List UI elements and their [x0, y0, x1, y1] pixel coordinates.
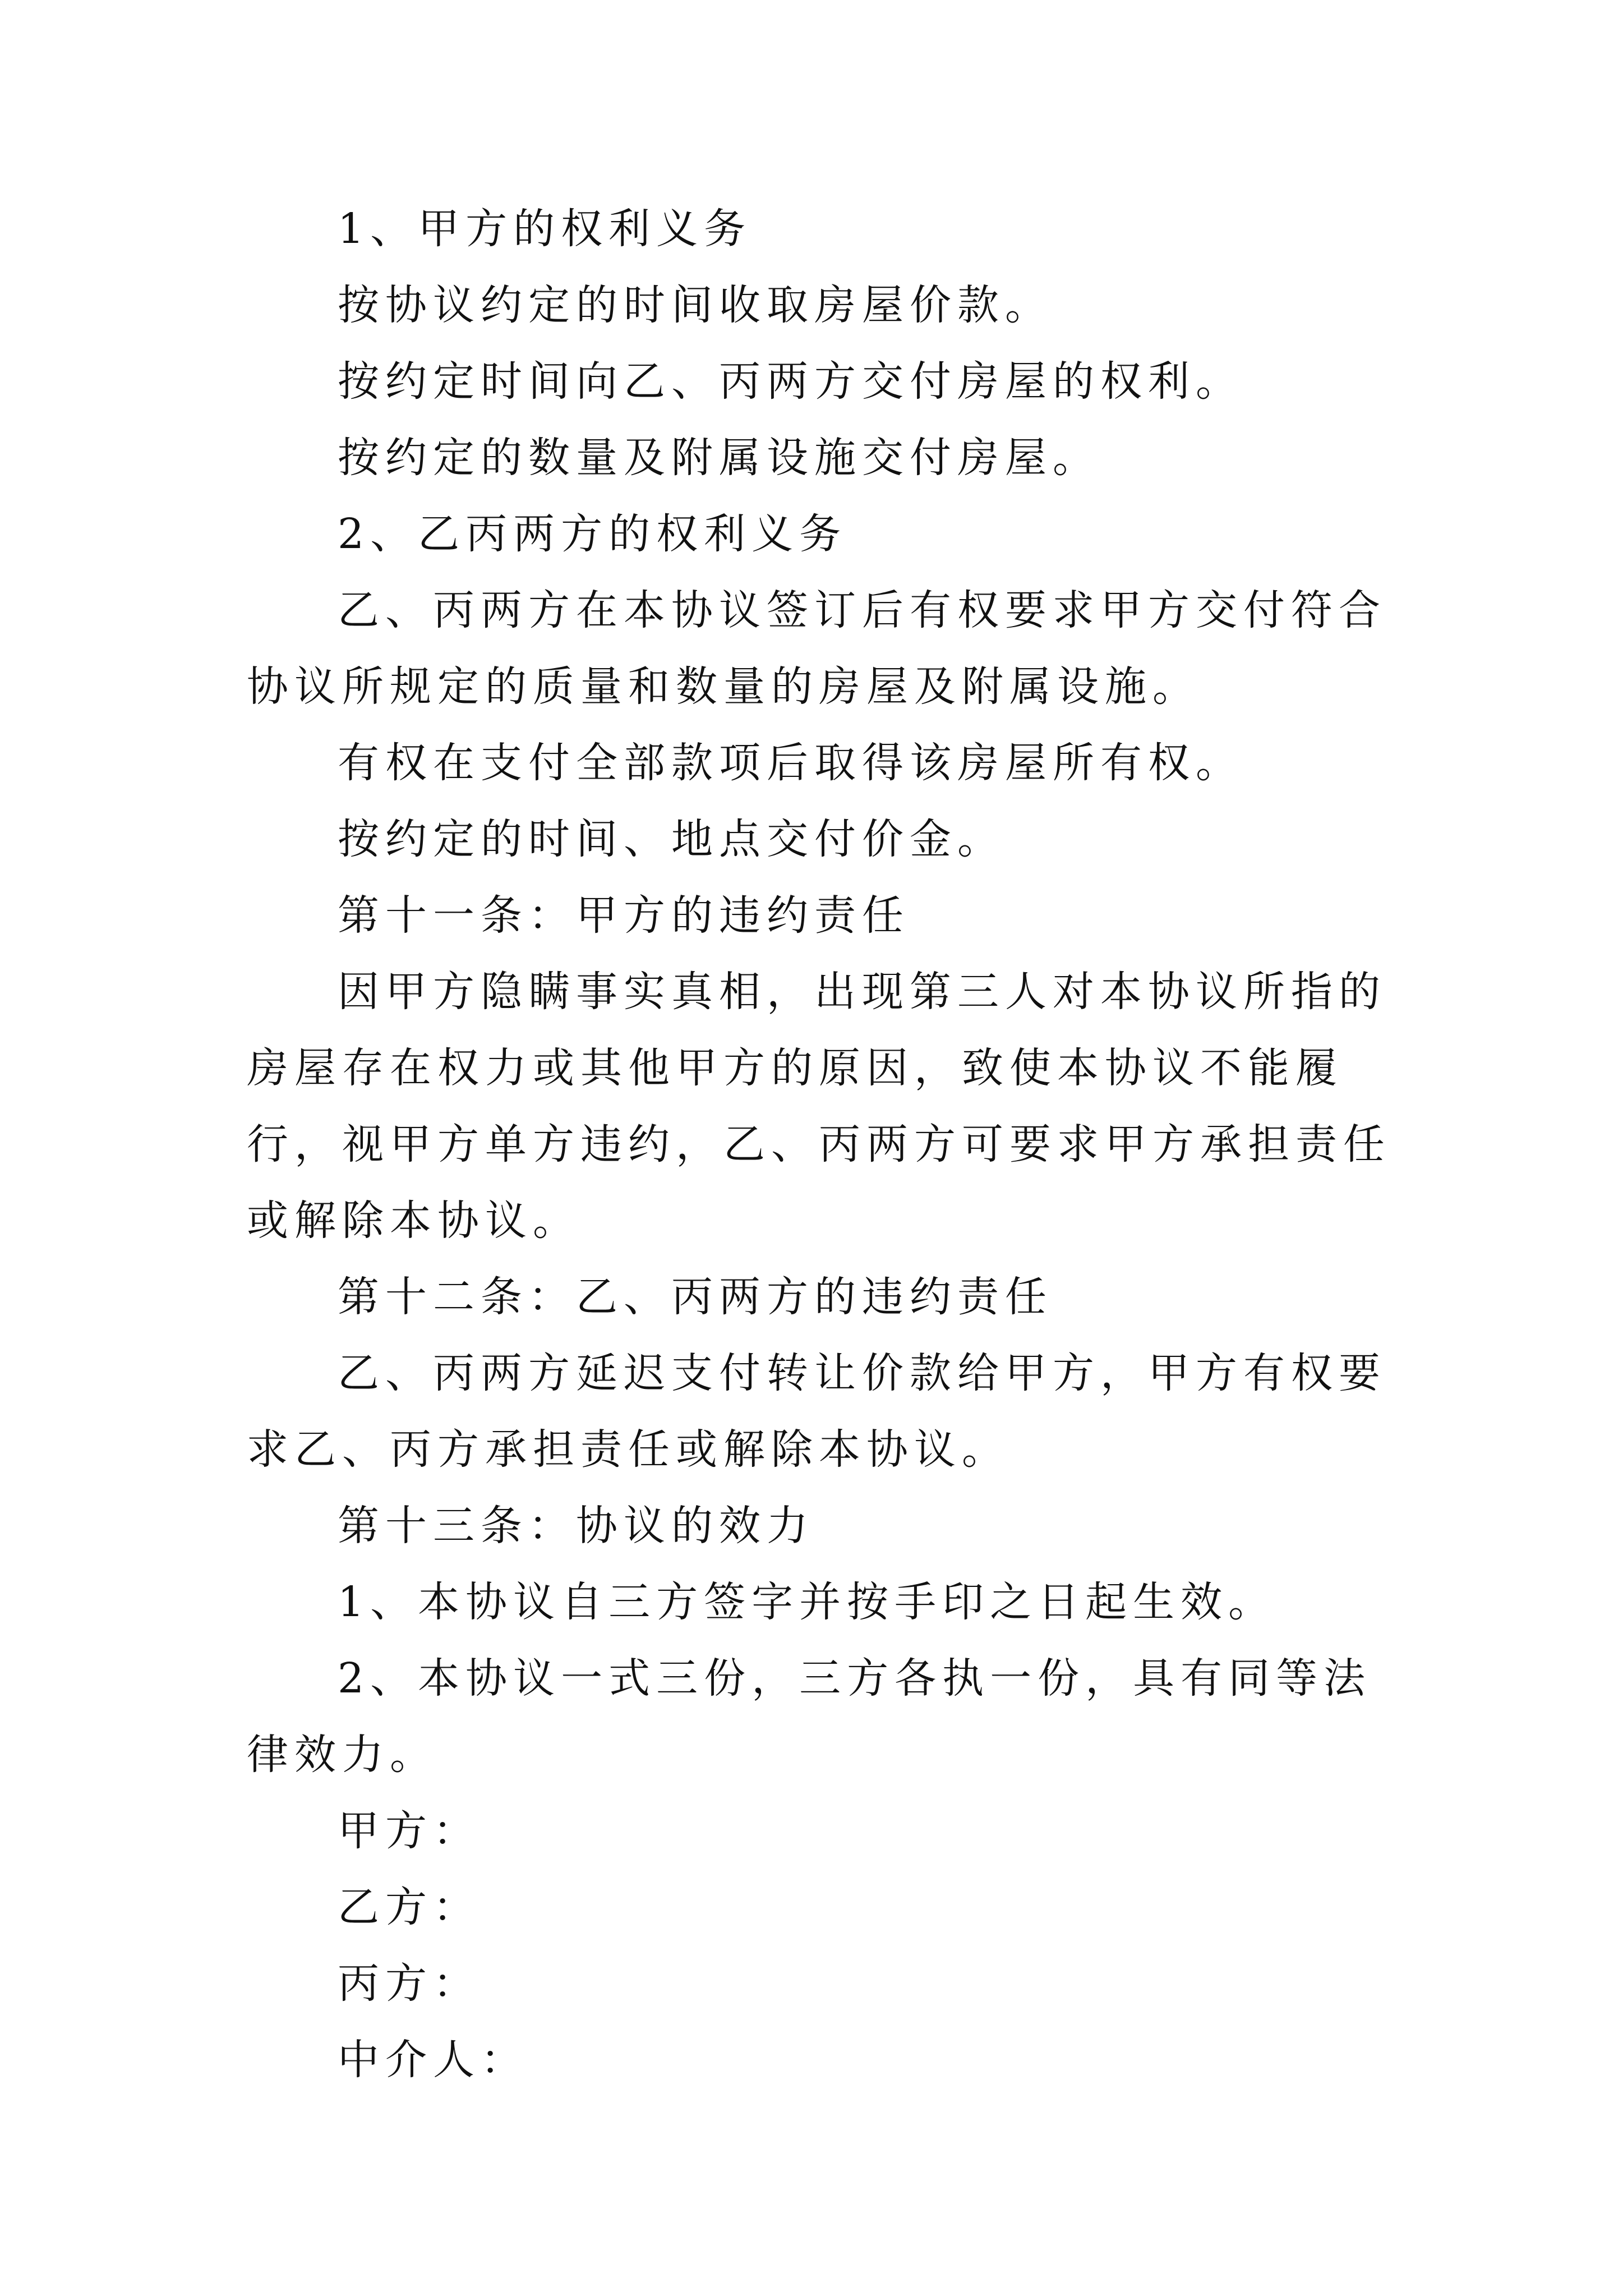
signature-party-b: 乙方： [338, 1883, 481, 1931]
paragraph-party-a-rights-heading: 1、甲方的权利义务 [338, 205, 752, 253]
document-body [247, 191, 1396, 2098]
paragraph: 1、本协议自三方签字并按手印之日起生效。 [338, 1578, 1276, 1626]
article-12-heading: 第十二条：乙、丙两方的违约责任 [338, 1273, 1053, 1321]
paragraph: 乙、丙两方延迟支付转让价款给甲方，甲方有权要求乙、丙方承担责任或解除本协议。 [247, 1349, 1386, 1474]
paragraph: 按约定的时间、地点交付价金。 [338, 815, 1005, 863]
paragraph: 乙、丙两方在本协议签订后有权要求甲方交付符合协议所规定的质量和数量的房屋及附属设施。 [247, 586, 1386, 711]
paragraph: 按约定的数量及附属设施交付房屋。 [338, 434, 1100, 482]
signature-party-c: 丙方： [338, 1959, 481, 2008]
paragraph-party-bc-rights-heading: 2、乙丙两方的权利义务 [338, 510, 847, 558]
signature-party-a: 甲方： [338, 1807, 481, 1855]
paragraph: 按协议约定的时间收取房屋价款。 [338, 281, 1053, 329]
paragraph: 有权在支付全部款项后取得该房屋所有权。 [338, 739, 1243, 787]
article-13-heading: 第十三条：协议的效力 [338, 1502, 814, 1550]
paragraph: 按约定时间向乙、丙两方交付房屋的权利。 [338, 357, 1243, 406]
signature-intermediary: 中介人： [338, 2036, 528, 2084]
paragraph: 因甲方隐瞒事实真相，出现第三人对本协议所指的房屋存在权力或其他甲方的原因，致使本协议不能履行，视甲方单方违约，乙、丙两方可要求甲方承担责任或解除本协议。 [247, 968, 1391, 1245]
article-11-heading: 第十一条：甲方的违约责任 [338, 891, 910, 940]
paragraph: 2、本协议一式三份，三方各执一份，具有同等法律效力。 [247, 1654, 1372, 1779]
